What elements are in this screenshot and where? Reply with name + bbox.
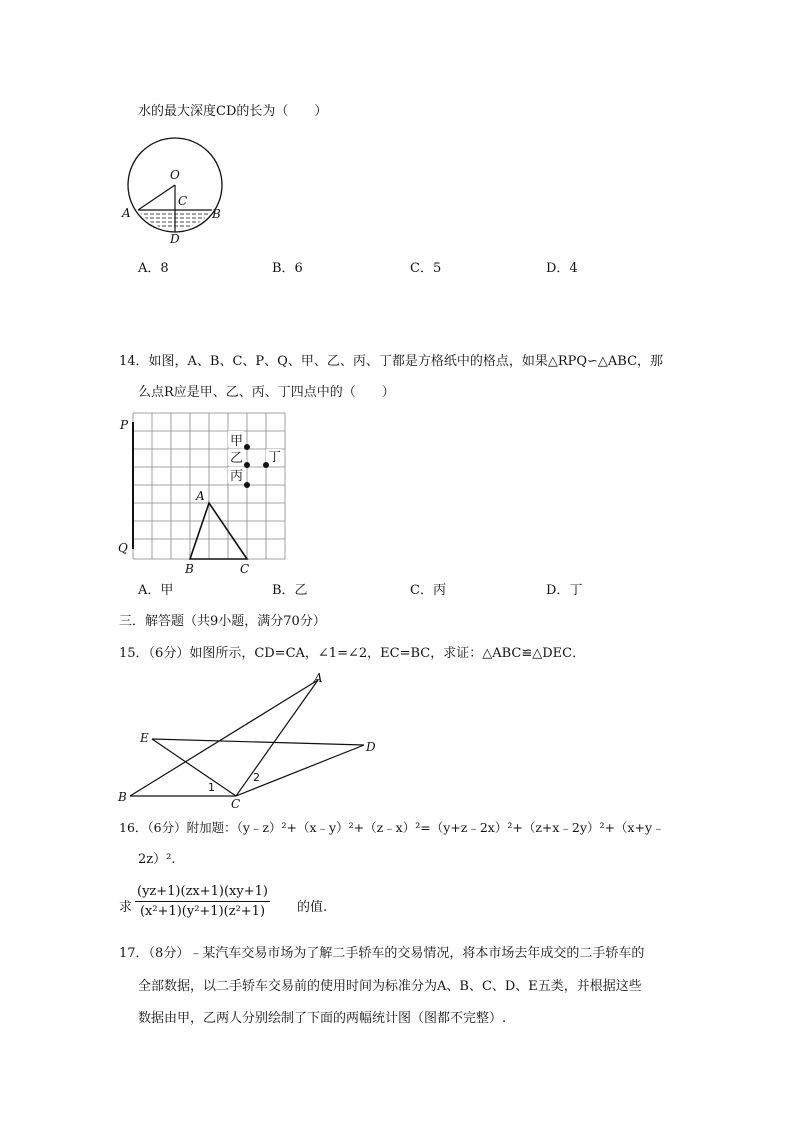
q15-text: 15．（6分）如图所示，CD=CA，∠1=∠2，EC=BC，求证：△ABC≌△DEC． — [119, 646, 586, 661]
q15-triangle-figure — [115, 670, 395, 810]
q14-option-a: A．甲 — [138, 583, 174, 598]
label-B: B — [118, 790, 127, 804]
q13-option-d: D．4 — [546, 261, 578, 276]
label-ding: 丁 — [268, 450, 282, 465]
label-E: E — [140, 731, 149, 745]
label-C: C — [240, 562, 250, 576]
q13-option-b: B．6 — [272, 261, 303, 276]
label-D: D — [366, 740, 376, 754]
label-C: C — [231, 797, 241, 811]
label-jia: 甲 — [230, 434, 244, 449]
label-O: O — [170, 168, 180, 182]
q16-denominator: (x²+1)(y²+1)(z²+1) — [139, 904, 266, 919]
label-B: B — [185, 562, 194, 576]
q17-line3: 数据由甲，乙两人分别绘制了下面的两幅统计图（图都不完整）. — [138, 1011, 507, 1026]
q14-line1: 14．如图，A、B、C、P、Q、甲、乙、丙、丁都是方格纸中的格点，如果△RPQ∽△ABC，那 — [119, 354, 664, 369]
q17-line2: 全部数据，以二手轿车交易前的使用时间为标准分为A、B、C、D、E五类，并根据这些 — [138, 979, 642, 994]
q17-line1: 17．（8分）﹣某汽车交易市场为了解二手轿车的交易情况，将本市场去年成交的二手轿车的 — [119, 946, 645, 961]
q16-numerator: (yz+1)(zx+1)(xy+1) — [135, 885, 270, 902]
label-P: P — [120, 418, 129, 432]
q16-fraction — [135, 885, 270, 918]
label-Q: Q — [118, 541, 128, 555]
q16-prefix: 求 — [119, 900, 133, 915]
q13-option-a: A．8 — [138, 261, 169, 276]
section-title: 三．解答题（共9小题，满分70分） — [119, 614, 326, 629]
q14-grid-figure — [110, 410, 310, 585]
q16-suffix: 的值. — [297, 900, 328, 915]
label-A: A — [314, 671, 323, 685]
q13-option-c: C．5 — [410, 261, 442, 276]
q14-option-d: D．丁 — [546, 583, 583, 598]
label-yi: 乙 — [230, 451, 244, 466]
q13-circle-figure — [118, 128, 221, 268]
q16-line2: 2z）². — [138, 852, 176, 867]
label-A: A — [196, 489, 205, 503]
label-A: A — [122, 206, 131, 220]
label-D: D — [170, 232, 180, 246]
q13-stem-tail: 水的最大深度CD的长为（ ） — [138, 104, 328, 119]
q14-line2: 么点R应是甲、乙、丙、丁四点中的（ ） — [138, 385, 395, 400]
q16-line1: 16．（6分）附加题：（y﹣z）²+（x﹣y）²+（z﹣x）²=（y+z﹣2x）²+（z+x﹣2y）²+（x+y﹣ — [119, 820, 665, 835]
label-B: B — [212, 207, 221, 221]
q14-option-c: C．丙 — [410, 583, 446, 598]
angle-1-label: 1 — [208, 781, 215, 794]
label-C: C — [178, 194, 188, 208]
q14-option-b: B．乙 — [272, 583, 308, 598]
label-bing: 丙 — [230, 469, 244, 484]
angle-2-label: 2 — [253, 771, 260, 784]
